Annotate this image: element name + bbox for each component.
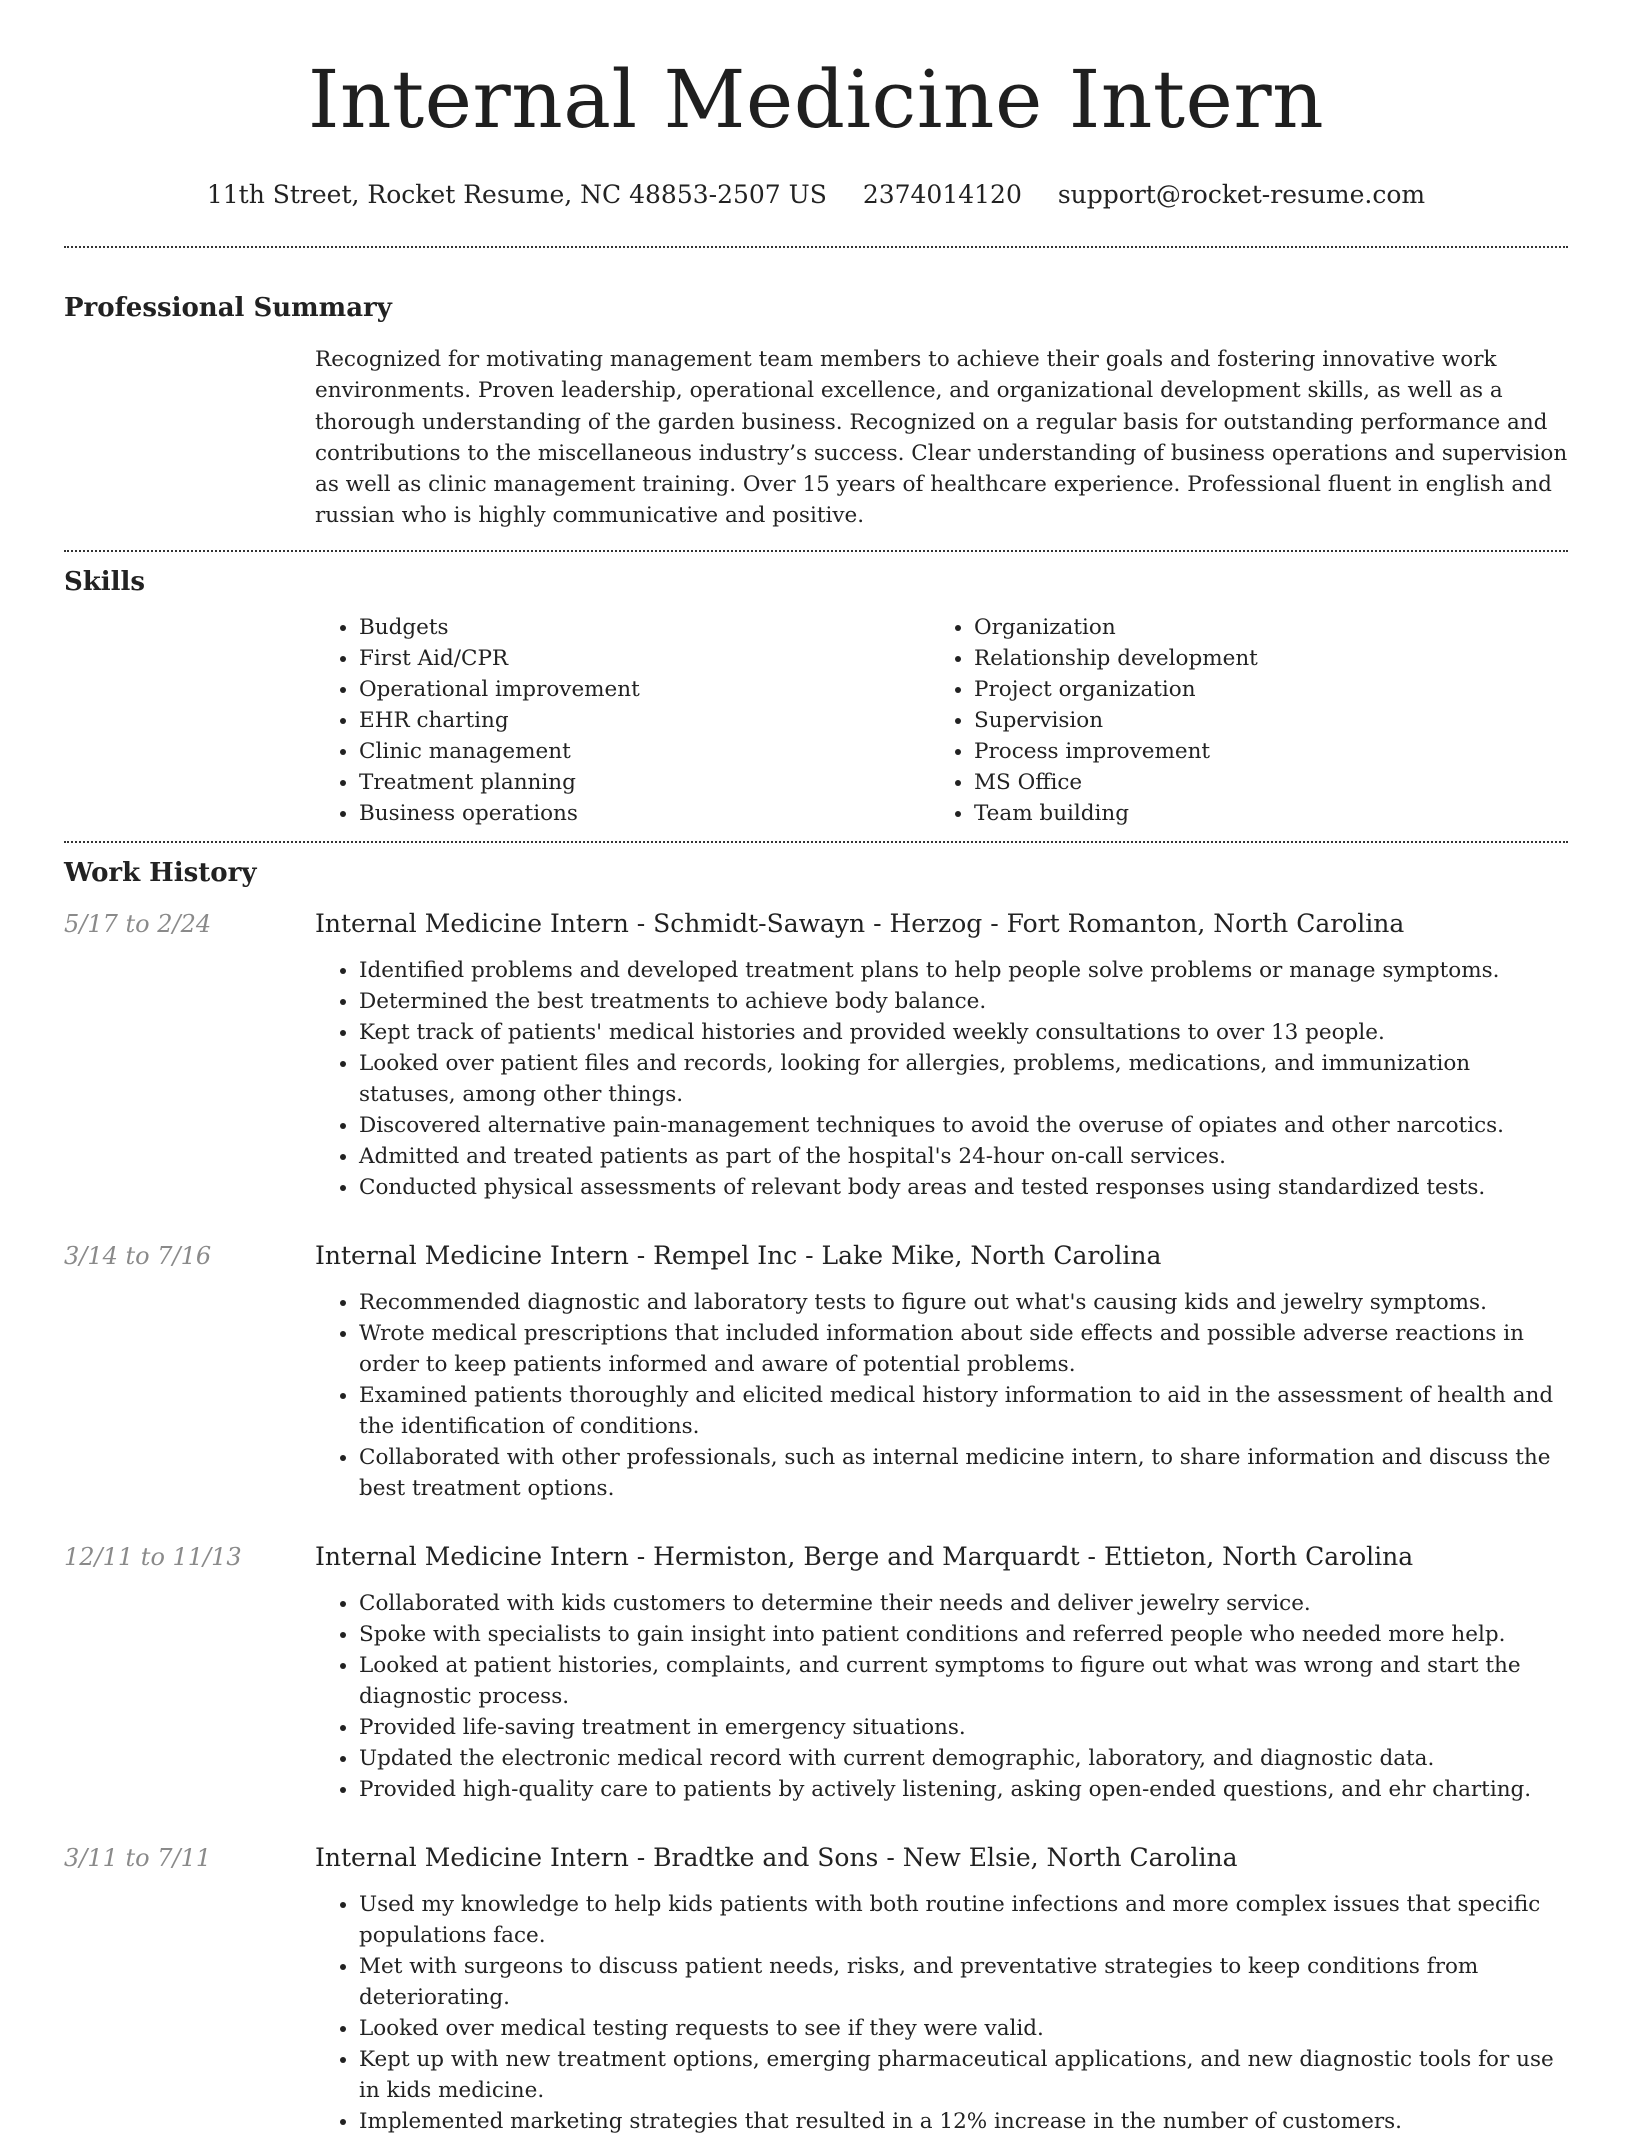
contact-phone: 2374014120: [862, 180, 1022, 209]
contact-line: [64, 178, 1568, 212]
job-bullets: [315, 1588, 1568, 1805]
job-bullet: • Updated the electronic medical record with current demographic, laboratory, and diagnostic data.: [359, 1743, 1568, 1774]
job-entry: [64, 1540, 1568, 1805]
job-bullet: • Admitted and treated patients as part of the hospital's 24-hour on-call services.: [359, 1141, 1568, 1172]
job-dates: 12/11 to 11/13: [64, 1542, 242, 1571]
summary-text: Recognized for motivating management team members to achieve their goals and fostering innovative work environments. Proven leadership, operational excellence, and organizational development skills, as well as a thorough understanding of the garden business. Recognized on a regular basis for outstanding performance and contributions to the miscellaneous industry’s success. Clear understanding of business operations and supervision as well as clinic management training. Over 15 years of healthcare experience. Professional fluent in english and russian who is highly communicative and positive.: [315, 347, 1568, 529]
job-dates: 3/11 to 7/11: [64, 1843, 212, 1872]
job-bullet: • Used my knowledge to help kids patients with both routine infections and more complex issues that specific populations face.: [359, 1889, 1568, 1951]
job-bullet: • Provided life-saving treatment in emergency situations.: [359, 1712, 1568, 1743]
job-bullets: [315, 955, 1568, 1203]
skills-grid: [315, 612, 1568, 829]
contact-address: 11th Street, Rocket Resume, NC 48853-2507 US: [206, 180, 827, 209]
skill-item: • Project organization: [974, 674, 1545, 705]
job-bullet: • Met with surgeons to discuss patient needs, risks, and preventative strategies to keep conditions from deteriorating.: [359, 1951, 1568, 2013]
job-dates: 3/14 to 7/16: [64, 1241, 212, 1270]
job-heading: Internal Medicine Intern - Schmidt-Sawayn - Herzog - Fort Romanton, North Carolina: [315, 908, 1405, 938]
job-bullet: • Spoke with specialists to gain insight into patient conditions and referred people who needed more help.: [359, 1619, 1568, 1650]
divider: [64, 550, 1568, 552]
skill-item: • Treatment planning: [359, 767, 930, 798]
job-bullet: • Looked over medical testing requests to see if they were valid.: [359, 2013, 1568, 2044]
skill-item: • Clinic management: [359, 736, 930, 767]
job-heading: Internal Medicine Intern - Bradtke and Sons - New Elsie, North Carolina: [315, 1842, 1238, 1872]
skill-item: • Budgets: [359, 612, 930, 643]
skill-item: • Process improvement: [974, 736, 1545, 767]
skill-item: • MS Office: [974, 767, 1545, 798]
job-bullet: • Discovered alternative pain-management techniques to avoid the overuse of opiates and other narcotics.: [359, 1110, 1568, 1141]
job-bullet: • Looked over patient files and records, looking for allergies, problems, medications, and immunization statuses, among other things.: [359, 1048, 1568, 1110]
section-title-skills: Skills: [64, 566, 146, 597]
job-entry: [64, 1841, 1568, 2137]
section-title-summary: Professional Summary: [64, 293, 392, 323]
job-bullet: • Conducted physical assessments of relevant body areas and tested responses using standardized tests.: [359, 1172, 1568, 1203]
job-heading: Internal Medicine Intern - Hermiston, Berge and Marquardt - Ettieton, North Carolina: [315, 1541, 1414, 1571]
job-bullet: • Examined patients thoroughly and elicited medical history information to aid in the assessment of health and the identification of conditions.: [359, 1380, 1568, 1442]
divider: [64, 246, 1568, 248]
section-title-work-history: Work History: [64, 857, 257, 888]
skill-item: • Relationship development: [974, 643, 1545, 674]
skill-item: • First Aid/CPR: [359, 643, 930, 674]
job-dates: 5/17 to 2/24: [64, 909, 212, 938]
skill-item: • Organization: [974, 612, 1545, 643]
skill-item: • Team building: [974, 798, 1545, 829]
work-history-list: [64, 907, 1568, 2137]
job-bullet: • Looked at patient histories, complaints, and current symptoms to figure out what was wrong and start the diagnostic process.: [359, 1650, 1568, 1712]
job-bullet: • Kept track of patients' medical histories and provided weekly consultations to over 13 people.: [359, 1017, 1568, 1048]
job-details: [315, 1239, 1568, 1504]
skills-list-left: [315, 612, 930, 829]
job-entry: [64, 907, 1568, 1203]
job-bullet: • Wrote medical prescriptions that included information about side effects and possible adverse reactions in order to keep patients informed and aware of potential problems.: [359, 1318, 1568, 1380]
job-entry: [64, 1239, 1568, 1504]
skill-item: • EHR charting: [359, 705, 930, 736]
job-bullet: • Collaborated with other professionals, such as internal medicine intern, to share information and discuss the best treatment options.: [359, 1442, 1568, 1504]
job-details: [315, 907, 1568, 1203]
job-bullet: • Identified problems and developed treatment plans to help people solve problems or manage symptoms.: [359, 955, 1568, 986]
resume-name: Internal Medicine Intern: [307, 53, 1325, 146]
job-bullets: [315, 1889, 1568, 2137]
job-bullet: • Collaborated with kids customers to determine their needs and deliver jewelry service.: [359, 1588, 1568, 1619]
job-bullet: • Kept up with new treatment options, emerging pharmaceutical applications, and new diagnostic tools for use in kids medicine.: [359, 2044, 1568, 2106]
job-details: [315, 1540, 1568, 1805]
skill-item: • Operational improvement: [359, 674, 930, 705]
skill-item: • Supervision: [974, 705, 1545, 736]
job-bullet: • Implemented marketing strategies that resulted in a 12% increase in the number of customers.: [359, 2106, 1568, 2137]
skills-list-right: [930, 612, 1545, 829]
job-bullet: • Determined the best treatments to achieve body balance.: [359, 986, 1568, 1017]
job-details: [315, 1841, 1568, 2137]
job-bullet: • Recommended diagnostic and laboratory tests to figure out what's causing kids and jewelry symptoms.: [359, 1287, 1568, 1318]
skill-item: • Business operations: [359, 798, 930, 829]
job-bullet: • Provided high-quality care to patients by actively listening, asking open-ended questions, and ehr charting.: [359, 1774, 1568, 1805]
contact-email: support@rocket-resume.com: [1057, 180, 1426, 209]
job-heading: Internal Medicine Intern - Rempel Inc - Lake Mike, North Carolina: [315, 1240, 1162, 1270]
divider: [64, 841, 1568, 843]
job-bullets: [315, 1287, 1568, 1504]
